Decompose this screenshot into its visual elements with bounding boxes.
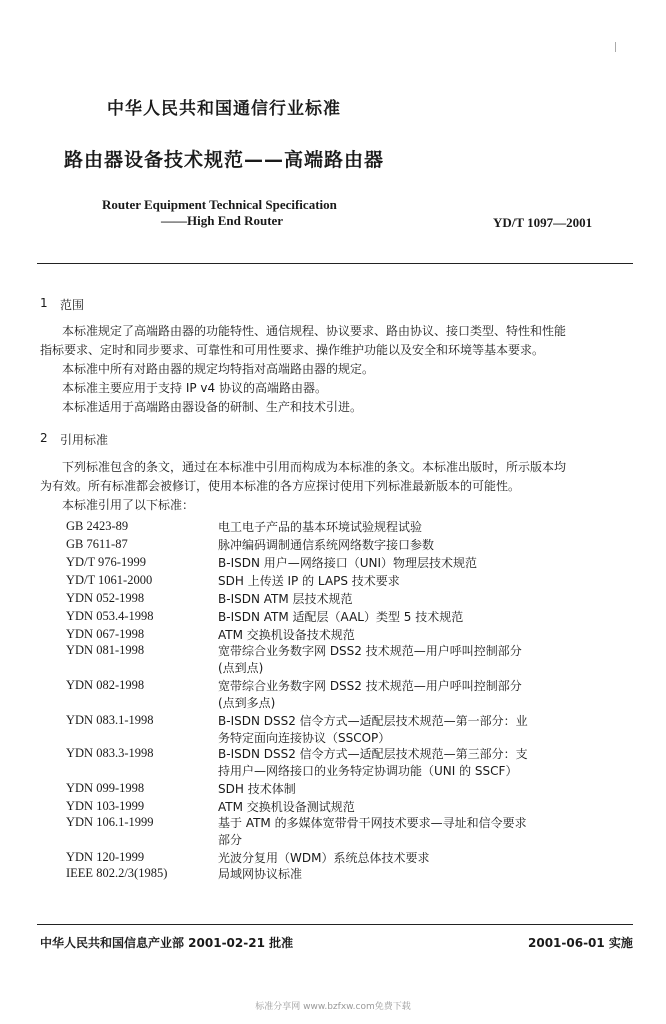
reference-title-continued: (点到点) bbox=[218, 661, 264, 675]
reference-title: ATM 交换机设备技术规范 bbox=[218, 628, 355, 642]
section1-heading: 范围 bbox=[60, 298, 85, 312]
header-rule bbox=[37, 263, 633, 264]
reference-title: 宽带综合业务数字网 DSS2 技术规范—用户呼叫控制部分 bbox=[218, 679, 522, 693]
reference-title: 宽带综合业务数字网 DSS2 技术规范—用户呼叫控制部分 bbox=[218, 644, 522, 658]
section1-number: 1 bbox=[40, 296, 48, 310]
reference-code: YD/T 1061-2000 bbox=[66, 573, 153, 587]
footer-rule bbox=[37, 924, 633, 925]
section2-intro: 下列标准包含的条文，通过在本标准中引用而构成为本标准的条文。本标准出版时，所示版本均 bbox=[62, 460, 567, 474]
reference-title: B-ISDN ATM 层技术规范 bbox=[218, 592, 353, 606]
reference-title-continued: 部分 bbox=[218, 833, 243, 847]
reference-title-continued: (点到多点) bbox=[218, 696, 276, 710]
reference-code: YDN 067-1998 bbox=[66, 627, 145, 641]
watermark: 标准分享网 www.bzfxw.com免费下载 bbox=[255, 1002, 411, 1012]
reference-code: IEEE 802.2/3(1985) bbox=[66, 866, 168, 880]
reference-code: YDN 103-1999 bbox=[66, 799, 145, 813]
reference-title-continued: 持用户—网络接口的业务特定协调功能（UNI 的 SSCF） bbox=[218, 764, 518, 778]
reference-title: B-ISDN DSS2 信令方式—适配层技术规范—第三部分：支 bbox=[218, 747, 528, 761]
english-title-line1: Router Equipment Technical Specification bbox=[102, 197, 337, 212]
section1-paragraph: 本标准规定了高端路由器的功能特性、通信规程、协议要求、路由协议、接口类型、特性和性能 bbox=[62, 324, 567, 338]
reference-title: 脉冲编码调制通信系统网络数字接口参数 bbox=[218, 538, 435, 552]
section1-paragraph: 本标准主要应用于支持 IP v4 协议的高端路由器。 bbox=[62, 381, 327, 395]
reference-code: YDN 099-1998 bbox=[66, 781, 145, 795]
reference-title: ATM 交换机设备测试规范 bbox=[218, 800, 355, 814]
reference-code: GB 7611-87 bbox=[66, 537, 128, 551]
reference-title: SDH 上传送 IP 的 LAPS 技术要求 bbox=[218, 574, 400, 588]
section1-paragraph: 指标要求、定时和同步要求、可靠性和可用性要求、操作维护功能以及安全和环境等基本要求。 bbox=[40, 343, 545, 357]
section2-number: 2 bbox=[40, 431, 48, 445]
reference-title: 基于 ATM 的多媒体宽带骨干网技术要求—寻址和信令要求 bbox=[218, 816, 527, 830]
reference-title: B-ISDN ATM 适配层（AAL）类型 5 技术规范 bbox=[218, 610, 464, 624]
reference-title: 局域网协议标准 bbox=[218, 867, 303, 881]
reference-code: YDN 083.1-1998 bbox=[66, 713, 154, 727]
reference-title: 电工电子产品的基本环境试验规程试验 bbox=[218, 520, 423, 534]
standard-category-title: 中华人民共和国通信行业标准 bbox=[107, 99, 341, 119]
section2-intro: 本标准引用了以下标准： bbox=[62, 498, 195, 512]
standard-code: YD/T 1097—2001 bbox=[493, 215, 593, 230]
section1-paragraph: 本标准适用于高端路由器设备的研制、生产和技术引进。 bbox=[62, 400, 363, 414]
reference-code: YDN 120-1999 bbox=[66, 850, 145, 864]
reference-title: 光波分复用（WDM）系统总体技术要求 bbox=[218, 851, 430, 865]
reference-code: YDN 052-1998 bbox=[66, 591, 145, 605]
document-title: 路由器设备技术规范——高端路由器 bbox=[64, 149, 385, 171]
reference-code: YDN 053.4-1998 bbox=[66, 609, 154, 623]
reference-code: YDN 083.3-1998 bbox=[66, 746, 154, 760]
reference-code: YDN 106.1-1999 bbox=[66, 815, 154, 829]
reference-code: YDN 082-1998 bbox=[66, 678, 145, 692]
english-title-line2: ——High End Router bbox=[161, 213, 284, 228]
reference-code: GB 2423-89 bbox=[66, 519, 129, 533]
section2-intro: 为有效。所有标准都会被修订，使用本标准的各方应探讨使用下列标准最新版本的可能性。 bbox=[40, 479, 521, 493]
margin-mark bbox=[615, 42, 616, 52]
reference-title: SDH 技术体制 bbox=[218, 782, 296, 796]
reference-title: B-ISDN DSS2 信令方式—适配层技术规范—第一部分：业 bbox=[218, 714, 528, 728]
section2-heading: 引用标准 bbox=[60, 433, 109, 447]
reference-code: YD/T 976-1999 bbox=[66, 555, 146, 569]
reference-code: YDN 081-1998 bbox=[66, 643, 145, 657]
effective-date: 2001-06-01 实施 bbox=[528, 936, 633, 950]
reference-title-continued: 务特定面向连接协议（SSCOP） bbox=[218, 731, 391, 745]
reference-title: B-ISDN 用户—网络接口（UNI）物理层技术规范 bbox=[218, 556, 478, 570]
approval-statement: 中华人民共和国信息产业部 2001-02-21 批准 bbox=[40, 936, 294, 950]
section1-paragraph: 本标准中所有对路由器的规定均特指对高端路由器的规定。 bbox=[62, 362, 375, 376]
